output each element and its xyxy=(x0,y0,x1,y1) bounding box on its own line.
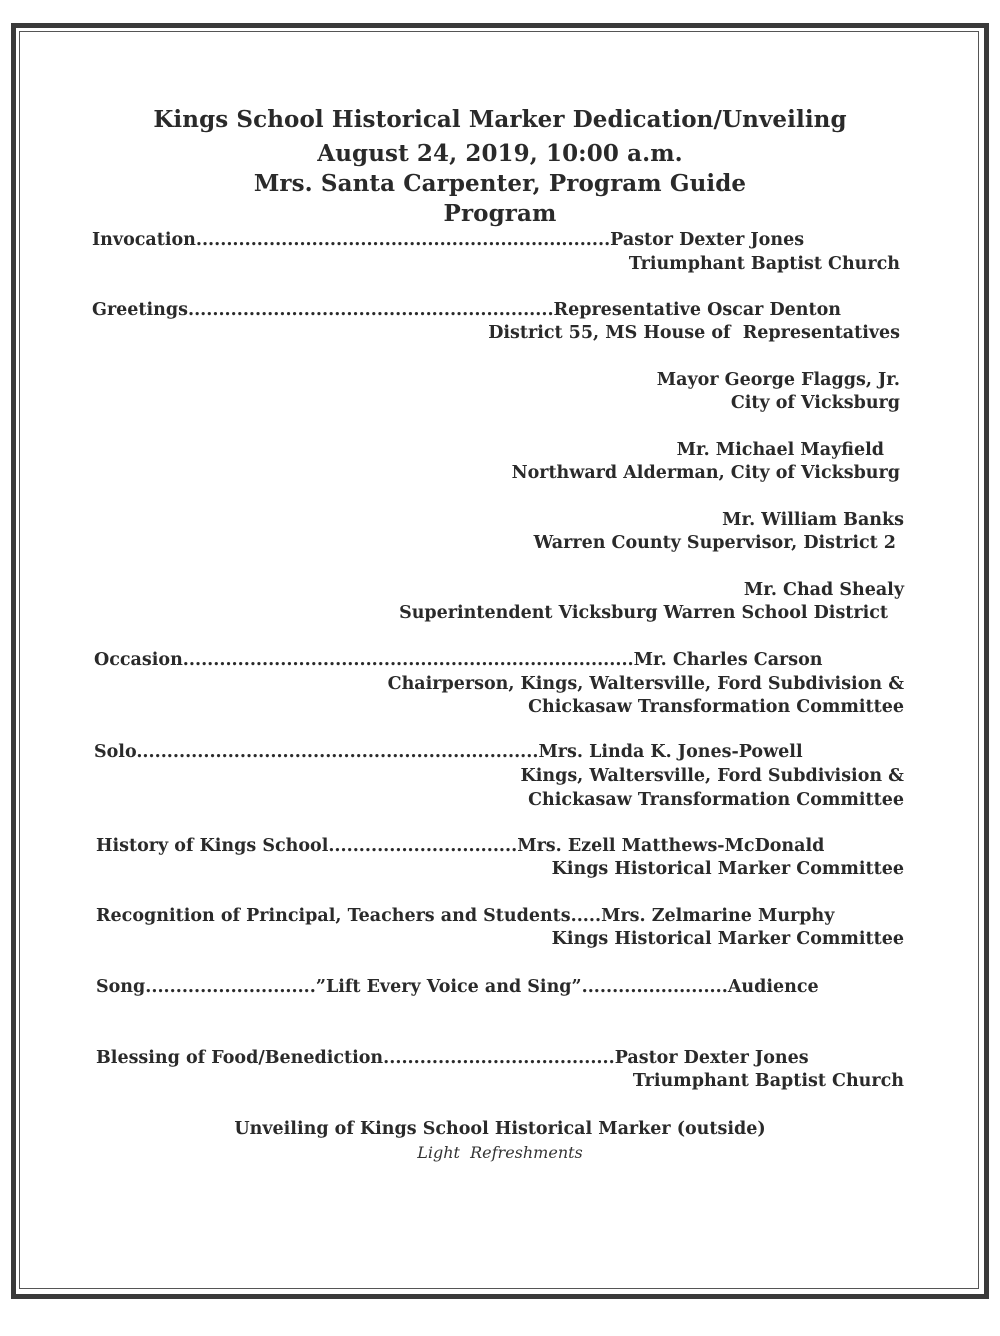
item-affiliation: Kings, Waltersville, Ford Subdivision & xyxy=(520,766,904,786)
event-date-time: August 24, 2019, 10:00 a.m. xyxy=(317,140,683,167)
greeting-speaker: Mr. William Banks xyxy=(722,510,904,530)
item-speaker: Pastor Dexter Jones xyxy=(610,230,805,250)
program-item-history xyxy=(96,836,824,856)
program-item-invocation xyxy=(92,230,804,250)
program-item-song xyxy=(96,977,819,997)
item-affiliation: Chickasaw Transformation Committee xyxy=(528,697,904,717)
item-label: Song xyxy=(96,977,146,997)
program-guide: Mrs. Santa Carpenter, Program Guide xyxy=(253,170,747,197)
greeting-speaker: Mayor George Flaggs, Jr. xyxy=(656,370,900,390)
item-label: Greetings xyxy=(92,300,188,320)
item-affiliation: Kings Historical Marker Committee xyxy=(551,929,904,949)
program-item-greetings xyxy=(92,300,841,320)
document-title: Kings School Historical Marker Dedication/Unveiling xyxy=(153,106,847,133)
item-label: Solo xyxy=(94,742,137,762)
item-affiliation: Superintendent Vicksburg Warren School District xyxy=(399,603,888,623)
item-affiliation: Triumphant Baptist Church xyxy=(628,254,900,274)
item-speaker: Mrs. Zelmarine Murphy xyxy=(601,906,835,926)
item-speaker: Mr. Charles Carson xyxy=(633,650,823,670)
item-label: Invocation xyxy=(92,230,196,250)
program-heading: Program xyxy=(443,200,557,227)
item-speaker: Mrs. Ezell Matthews-McDonald xyxy=(517,836,825,856)
program-item-occasion xyxy=(94,650,823,670)
item-affiliation: Chickasaw Transformation Committee xyxy=(528,790,904,810)
dot-leader: ...................................... xyxy=(383,1048,615,1068)
song-title: ”Lift Every Voice and Sing” xyxy=(315,977,582,997)
refreshments-note: Light Refreshments xyxy=(417,1143,583,1162)
greeting-speaker: Mr. Chad Shealy xyxy=(743,580,904,600)
dot-leader: .......................................................................... xyxy=(182,650,634,670)
program-item-recognition xyxy=(96,906,834,926)
item-label: Recognition of Principal, Teachers and Students xyxy=(96,906,571,926)
item-label: History of Kings School xyxy=(96,836,329,856)
dot-leader: .................................................................. xyxy=(136,742,539,762)
item-affiliation: Kings Historical Marker Committee xyxy=(551,859,904,879)
unveiling-note: Unveiling of Kings School Historical Marker (outside) xyxy=(234,1119,766,1139)
program-item-solo xyxy=(94,742,803,762)
dot-leader: ........................ xyxy=(581,977,728,997)
greeting-speaker: Mr. Michael Mayfield xyxy=(676,440,884,460)
dot-leader: ............................... xyxy=(328,836,518,856)
item-affiliation: District 55, MS House of Representatives xyxy=(488,323,900,343)
item-affiliation: Northward Alderman, City of Vicksburg xyxy=(511,463,900,483)
dot-leader: ..... xyxy=(570,906,602,926)
item-speaker: Representative Oscar Denton xyxy=(553,300,841,320)
item-speaker: Mrs. Linda K. Jones-Powell xyxy=(538,742,803,762)
item-label: Occasion xyxy=(94,650,183,670)
item-speaker: Audience xyxy=(727,977,819,997)
item-affiliation: Warren County Supervisor, District 2 xyxy=(533,533,896,553)
dot-leader: .................................................................... xyxy=(195,230,611,250)
item-label: Blessing of Food/Benediction xyxy=(96,1048,384,1068)
program-item-blessing xyxy=(96,1048,809,1068)
dot-leader: ............................ xyxy=(145,977,316,997)
item-affiliation: Triumphant Baptist Church xyxy=(632,1071,904,1091)
item-affiliation: City of Vicksburg xyxy=(730,393,900,413)
dot-leader: ............................................................ xyxy=(187,300,554,320)
item-speaker: Pastor Dexter Jones xyxy=(614,1048,809,1068)
item-affiliation: Chairperson, Kings, Waltersville, Ford Subdivision & xyxy=(387,674,904,694)
